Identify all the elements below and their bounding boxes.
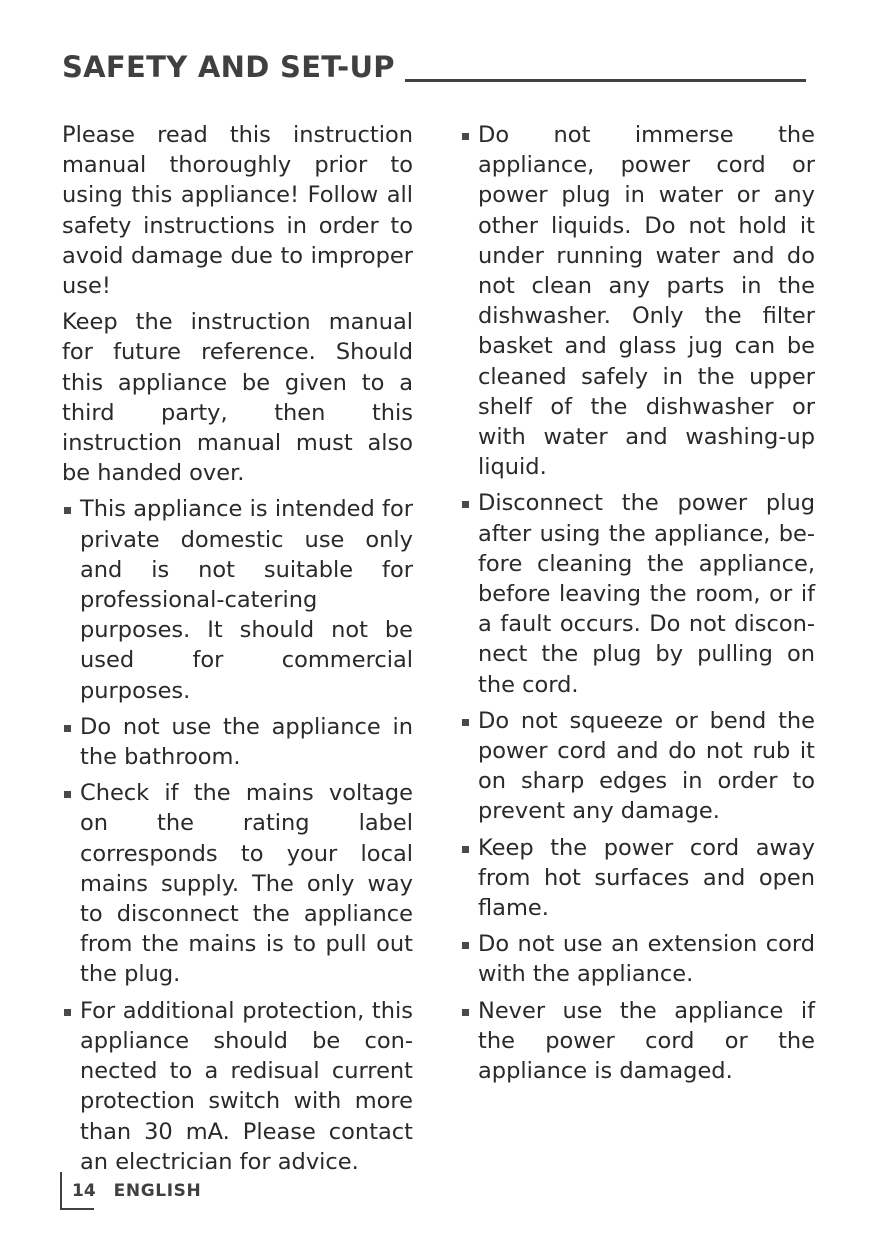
list-item-text: Disconnect the power plug after using the appliance, before cleaning the appliance, before leaving the room, or if a fault occurs. Do not disconnect the plug by pulling on the cord.: [478, 490, 815, 698]
keep-manual-paragraph: Keep the instruction manual for future reference. Should this appliance be given to a third party, then this instruction manual must also be handed over.: [62, 309, 413, 487]
bullet-square-icon: [462, 501, 469, 508]
list-item: [62, 494, 413, 705]
section-header: [62, 42, 806, 86]
right-bullet-list: [460, 120, 815, 1086]
right-column: [460, 120, 815, 1092]
bullet-square-icon: [64, 507, 71, 514]
bullet-square-icon: [64, 791, 71, 798]
left-bullet-list: [62, 494, 413, 1176]
list-item-text: Do not use an extension cord with the appliance.: [478, 931, 815, 988]
list-item: [460, 833, 815, 924]
list-item-text: Do not use the appliance in the bathroom.: [80, 713, 413, 771]
bullet-square-icon: [462, 1009, 469, 1016]
language-label: ENGLISH: [113, 1181, 202, 1201]
header-rule: [405, 79, 806, 82]
list-item: [460, 120, 815, 482]
bullet-square-icon: [64, 725, 71, 732]
list-item: [62, 712, 413, 772]
page-footer: [60, 1172, 201, 1210]
list-item-text: Never use the appliance if the power cord or the appliance is damaged.: [478, 997, 815, 1085]
list-item-text: For additional protection, this appliance should be connected to a redisual current protection switch with more than 30 mA. Please contact an electrician for advice.: [80, 997, 413, 1175]
list-item: [460, 488, 815, 699]
list-item-text: This appliance is intended for private domestic use only and is not suitable for professional-catering purposes. It should not be used for commercial purposes.: [80, 496, 413, 704]
list-item-text: Keep the power cord away from hot surfaces and open flame.: [478, 834, 815, 922]
list-item-text: Check if the mains voltage on the rating label corresponds to your local mains supply. The only way to disconnect the appliance from the mains is to pull out the plug.: [80, 780, 413, 988]
bullet-square-icon: [462, 942, 469, 949]
bullet-square-icon: [64, 1009, 71, 1016]
page-number: 14: [72, 1181, 96, 1201]
left-column: [62, 120, 413, 1183]
list-item: [62, 996, 413, 1177]
list-item: [460, 706, 815, 827]
list-item: [460, 996, 815, 1087]
list-item: [460, 929, 815, 989]
bullet-square-icon: [462, 846, 469, 853]
intro-paragraph: Please read this instruction manual thoroughly prior to using this appliance! Follow all safety instructions in order to avoid damage due to improper use!: [62, 122, 413, 300]
bullet-square-icon: [462, 719, 469, 726]
bullet-square-icon: [462, 133, 469, 140]
list-item-text: Do not squeeze or bend the power cord and do not rub it on sharp edges in order to prevent any damage.: [478, 707, 815, 825]
page-title: SAFETY AND SET-UP: [62, 50, 395, 84]
list-item: [62, 778, 413, 989]
list-item-text: Do not immerse the appliance, power cord or power plug in water or any other liquids. Do not hold it under running water and do not clean any parts in the dishwasher. Only the filter basket and glass jug can be cleaned safely in the upper shelf of the dishwasher or with water and washing-up liquid.: [478, 122, 815, 481]
